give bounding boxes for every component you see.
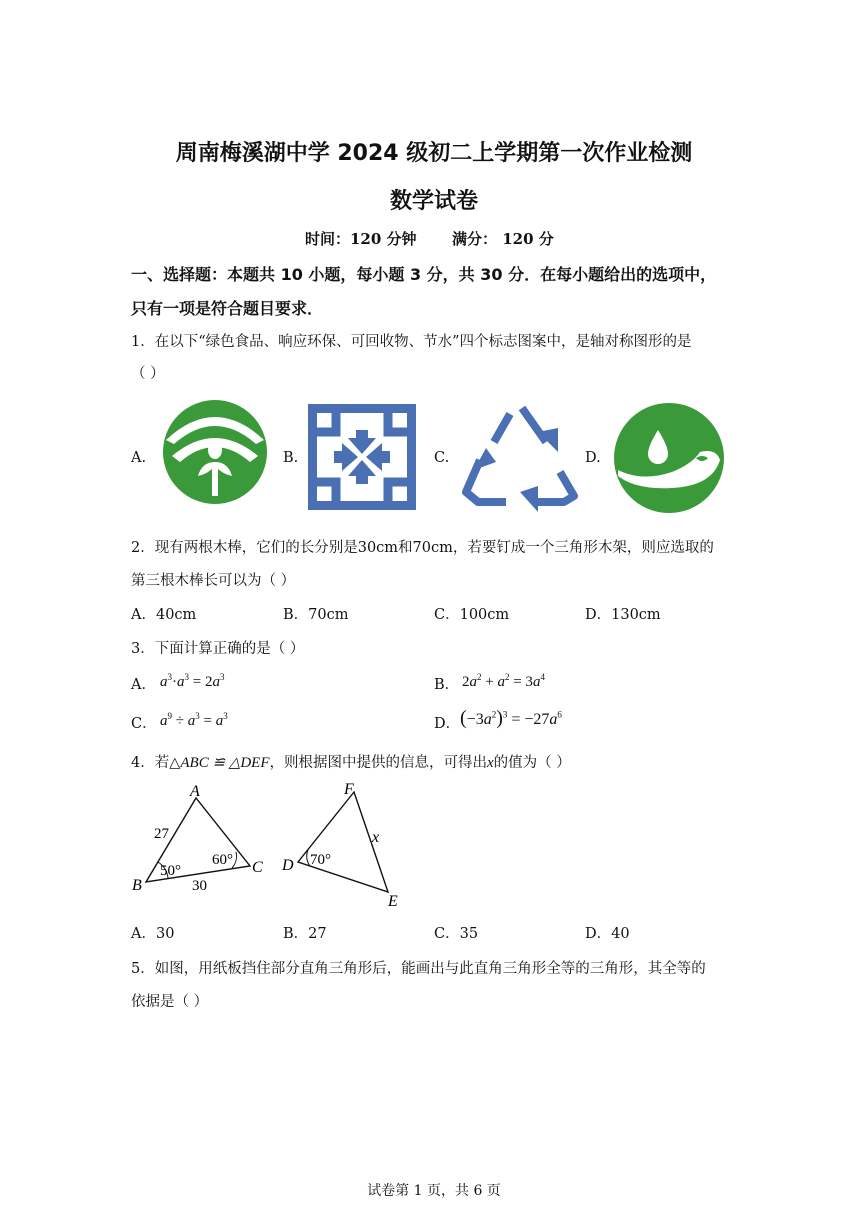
exam-title: 周南梅溪湖中学 2024 级初二上学期第一次作业检测 bbox=[175, 141, 693, 166]
section1-heading-line1: 一、选择题：本题共 10 小题，每小题 3 分，共 30 分．在每小题给出的选项中， bbox=[131, 265, 717, 284]
green-food-logo-icon bbox=[158, 400, 272, 504]
q1-option-d-label: D. bbox=[585, 450, 601, 466]
recycle-logo-icon bbox=[460, 402, 580, 512]
q2-option-b: B．70cm bbox=[283, 607, 349, 623]
q3-option-b-formula: $2a^2 + a^2 = 3a^4$ bbox=[462, 672, 545, 690]
label-angle-b: 50° bbox=[160, 863, 181, 879]
page-footer: 试卷第 1 页，共 6 页 bbox=[367, 1183, 501, 1199]
q3-option-a-formula: $a^3\cdot a^3 = 2a^3$ bbox=[160, 672, 225, 690]
q2-option-c: C．100cm bbox=[434, 607, 510, 623]
q3-option-d-formula: $(-3a^2)^3 = -27a^6$ bbox=[460, 707, 562, 729]
q2-text-line2: 第三根木棒长可以为（ ） bbox=[131, 573, 296, 589]
q3-option-a-label: A． bbox=[131, 677, 156, 693]
water-saving-logo-icon bbox=[612, 402, 726, 514]
q4-option-c: C．35 bbox=[434, 926, 479, 942]
label-f: F bbox=[344, 781, 354, 798]
q4-text: 4．若△ABC ≌ △DEF，则根据图中提供的信息，可得出x的值为（ ） bbox=[131, 755, 571, 771]
q3-option-c-label: C． bbox=[131, 716, 157, 732]
eco-logo-icon bbox=[308, 404, 416, 510]
label-side-ab: 27 bbox=[154, 826, 169, 842]
label-angle-d: 70° bbox=[310, 852, 331, 868]
label-side-bc: 30 bbox=[192, 878, 207, 894]
q1-option-a-label: A. bbox=[131, 450, 147, 466]
q3-option-d-label: D． bbox=[434, 716, 461, 732]
exam-score: 满分： 120 分 bbox=[452, 230, 554, 248]
q4-triangles-figure bbox=[128, 778, 428, 910]
exam-time: 时间：120 分钟 bbox=[305, 230, 417, 248]
label-c: C bbox=[252, 859, 263, 876]
label-a: A bbox=[190, 783, 200, 800]
section1-heading-line2: 只有一项是符合题目要求． bbox=[131, 299, 324, 318]
label-angle-c: 60° bbox=[212, 852, 233, 868]
q5-text-line2: 依据是（ ） bbox=[131, 994, 209, 1010]
q3-option-b-label: B． bbox=[434, 677, 460, 693]
label-d: D bbox=[282, 857, 294, 874]
q3-option-c-formula: $a^9 \div a^3 = a^3$ bbox=[160, 711, 228, 729]
q2-option-a: A．40cm bbox=[131, 607, 197, 623]
q4-option-d: D．40 bbox=[585, 926, 630, 942]
q4-option-a: A．30 bbox=[131, 926, 175, 942]
q3-text: 3．下面计算正确的是（ ） bbox=[131, 641, 305, 657]
q1-paren: （ ） bbox=[131, 366, 165, 382]
q2-option-d: D．130cm bbox=[585, 607, 661, 623]
label-e: E bbox=[388, 893, 398, 910]
label-b: B bbox=[132, 877, 142, 894]
q2-text-line1: 2．现有两根木棒，它们的长分别是30cm和70cm，若要钉成一个三角形木架，则应选取的 bbox=[131, 540, 714, 556]
q1-option-c-label: C. bbox=[434, 450, 450, 466]
q4-option-b: B．27 bbox=[283, 926, 327, 942]
q1-option-b-label: B. bbox=[283, 450, 299, 466]
label-side-x: x bbox=[372, 829, 380, 846]
q5-text-line1: 5．如图，用纸板挡住部分直角三角形后，能画出与此直角三角形全等的三角形，其全等的 bbox=[131, 961, 706, 977]
q1-text: 1．在以下“绿色食品、响应环保、可回收物、节水”四个标志图案中，是轴对称图形的是 bbox=[131, 334, 692, 350]
exam-subtitle: 数学试卷 bbox=[389, 189, 478, 214]
